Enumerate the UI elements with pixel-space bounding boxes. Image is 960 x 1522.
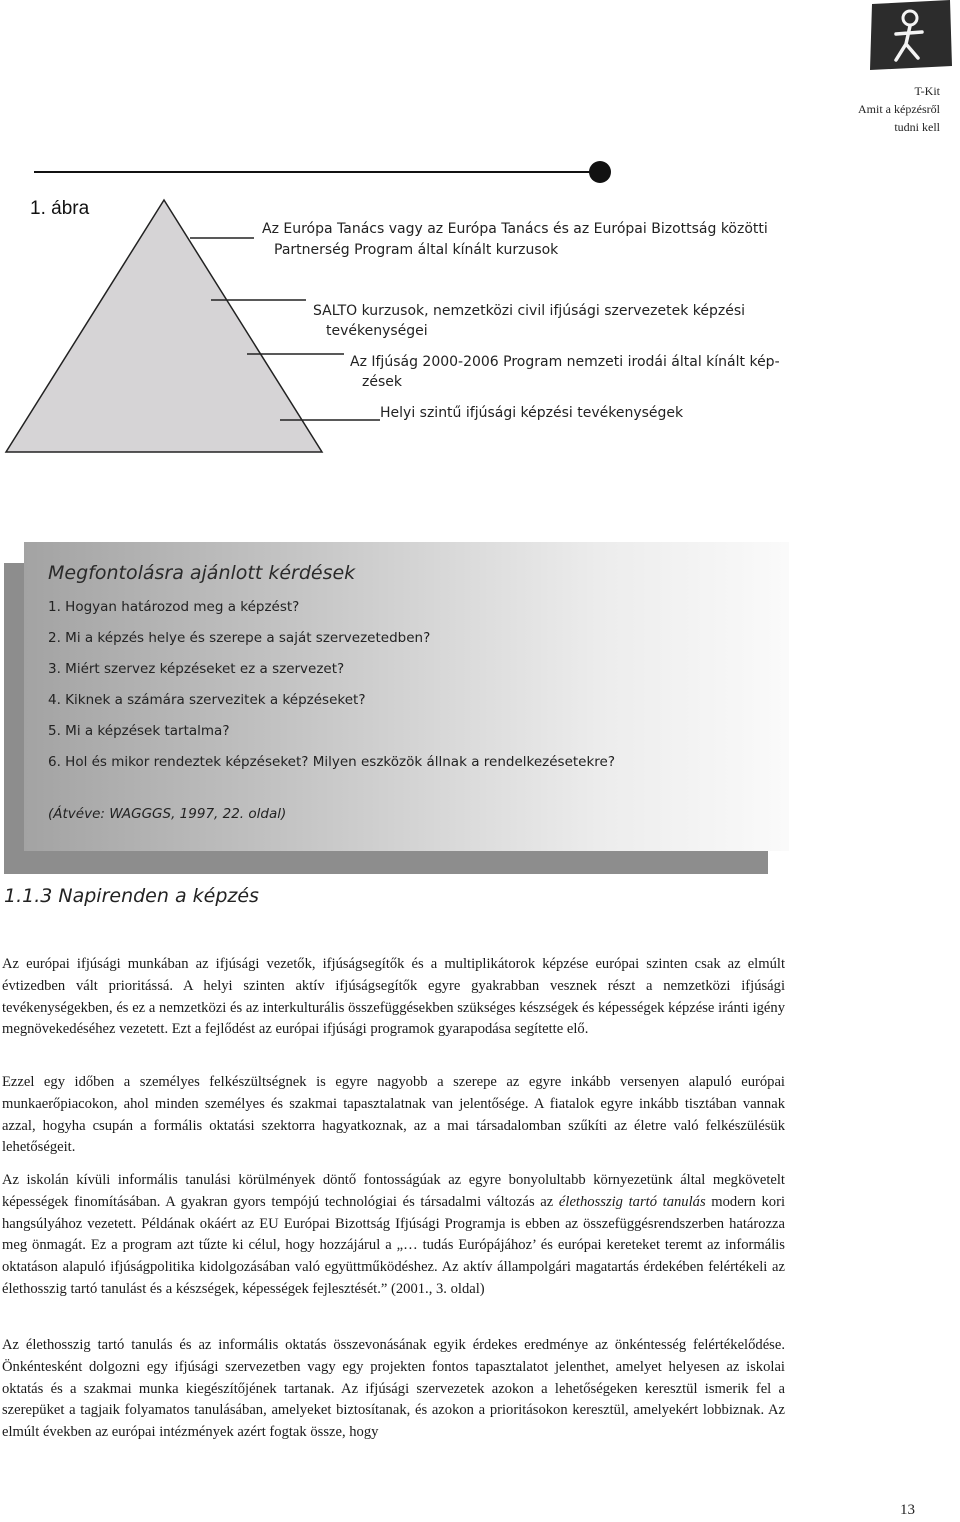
body-paragraph-2: Ezzel egy időben a személyes felkészültségnek is egyre nagyobb a szerepe az egyre inkább versenyen alapuló európai munkaerőpiacokon, ahol minden személyes és szakmai tapasztalatnak van jelentősége. A fiatalok egyre inkább tisztában vannak azzal, hogyha csupán a formális oktatási szektorra hagyatkoznak, az a mai társadalomban szűkíti az életre való felkészülésük lehetőségeit. (2, 1074, 785, 1156)
pyramid-level-1-line-2: Partnerség Program által kínált kurzusok (274, 242, 559, 258)
t-kit-logo (866, 0, 954, 70)
brand-caption (820, 82, 940, 136)
body-paragraph-1: Az európai ifjúsági munkában az ifjúsági vezetők, ifjúságsegítők és a multiplikátorok képzése európai szinten csak az elmúlt évtizedben vált prioritássá. A helyi szinten aktív ifjúságsegítők egyre gyakrabban vesznek részt a nemzetközi ifjúsági tevékenységekben, és ez a nemzetközi és az interkulturális összefüggésekben szükséges készségek és képességek képzése iránti igény megnövekedéséhez vezetett. Ezt a fejlődést az európai ifjúsági programok gyarapodása segítette elő. (2, 956, 785, 1038)
header-rule (34, 171, 600, 173)
questions-box-title: Megfontolásra ajánlott kérdések (48, 562, 356, 584)
body-paragraph-3 (2, 1170, 785, 1301)
body-paragraph-4: Az élethosszig tartó tanulás és az informális oktatás összevonásának egyik érdekes eredménye az önkéntesség felértékelődése. Önkéntesként dolgozni egy ifjúsági szervezetben vagy egy projekten fontos tapasztalatot jelenthet, amelyet helyesen az iskolai oktatás és a szakmai munka kiegészítőjének tartanak. Az ifjúsági szervezetek azokon a lehetőségeken keresztül ismerik fel a szerepüket a tagjaik folyamatos tanulásában, amelyeket biztosítanak, és azokon a prioritásokon keresztül, amelyekért lobbiznak. Az elmúlt években az európai intézmények azért fogtak össze, hogy (2, 1337, 785, 1441)
pyramid-level-2-line-1: SALTO kurzusok, nemzetközi civil ifjúsági szervezetek képzési (313, 303, 746, 319)
pyramid-level-4-line-1: Helyi szintű ifjúsági képzési tevékenységek (380, 405, 684, 421)
brand-line-2: Amit a képzésről (858, 102, 940, 116)
pyramid-level-3-line-1: Az Ifjúság 2000-2006 Program nemzeti irodái által kínált kép- (350, 354, 780, 370)
question-item: 6. Hol és mikor rendeztek képzéseket? Milyen eszközök állnak a rendelkezésetekre? (48, 754, 616, 770)
section-heading: 1.1.3 Napirenden a képzés (4, 885, 259, 907)
body-paragraph-3-emphasis: élethosszig tartó tanulás (558, 1193, 706, 1210)
rule-end-dot (589, 161, 611, 183)
question-item: 2. Mi a képzés helye és szerepe a saját szervezetedben? (48, 630, 431, 646)
brand-line-1: T-Kit (914, 84, 940, 98)
question-item: 5. Mi a képzések tartalma? (48, 723, 230, 739)
pyramid-level-1-line-1: Az Európa Tanács vagy az Európa Tanács és az Európai Bizottság közötti (262, 221, 768, 237)
page-number: 13 (900, 1502, 915, 1518)
body-paragraph-3-part-a: Az iskolán kívüli informális tanulási körülmények döntő fontosságúak az egyre bonyolultabb környezetünk által megkövetelt képességek finomításában. A gyakran gyors tempójú technológiai és társadalmi változás az (2, 1172, 785, 1210)
pyramid-level-2-line-2: tevékenységei (326, 323, 428, 339)
question-item: 1. Hogyan határozod meg a képzést? (48, 599, 300, 615)
body-paragraph-3-part-b: modern kori hangsúlyához vezetett. Példának okáért az EU Európai Bizottság Ifjúsági Programja is ebben az összefüggésrendszerben határozza meg önmagát. Ez a program azt tűzte ki célul, hogy hozzájárul a „… tudás Európájához’ és európai kereteket teremt az informális oktatáson alapuló ifjúságpolitika kidolgozásában való együttműködéshez. Az aktív állampolgári magatartás érdekében felértékeli az élethosszig tartó tanulást és a készségek, képességek fejlesztését.” (2001., 3. oldal) (2, 1193, 786, 1297)
pyramid-level-3-line-2: zések (362, 374, 402, 390)
question-item: 4. Kiknek a számára szervezitek a képzéseket? (48, 692, 366, 708)
figure-label: 1. ábra (30, 198, 90, 219)
question-item: 3. Miért szervez képzéseket ez a szervezet? (48, 661, 345, 677)
questions-source: (Átvéve: WAGGGS, 1997, 22. oldal) (48, 806, 287, 822)
brand-line-3: tudni kell (894, 120, 940, 134)
